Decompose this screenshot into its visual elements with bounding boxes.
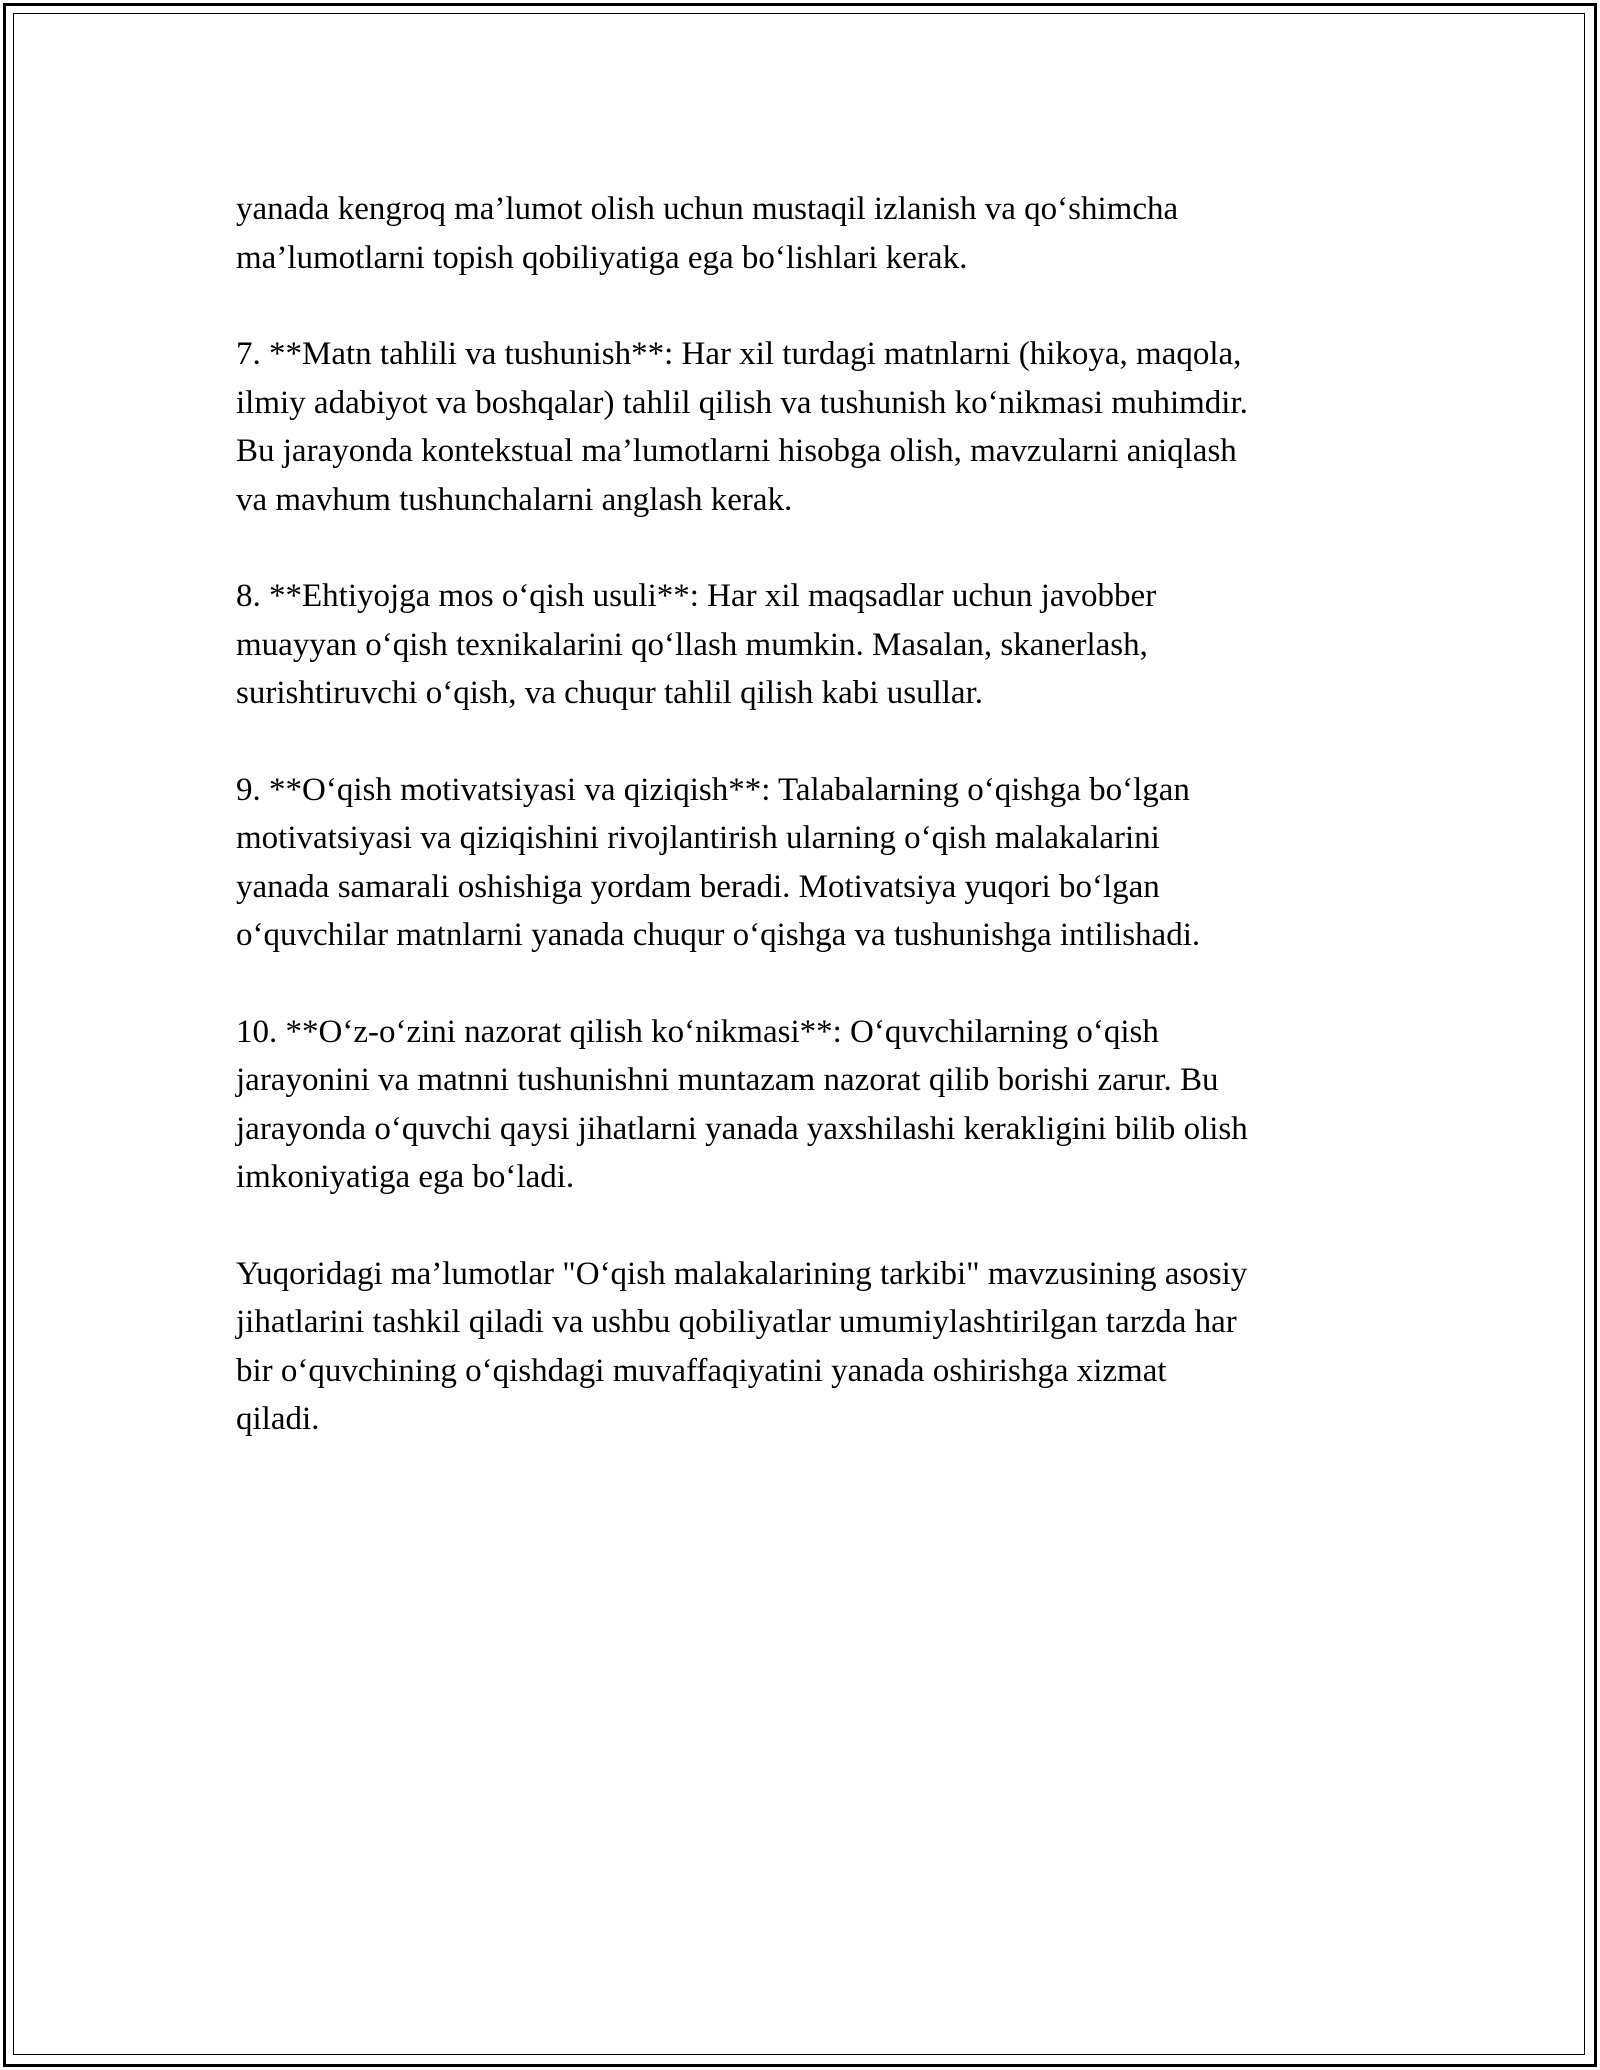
paragraph-item-7: 7. **Matn tahlili va tushunish**: Har xil turdagi matnlarni (hikoya, maqola, ilmiy adabiyot va boshqalar) tahlil qilish va tushunish ko‘nikmasi muhimdir. Bu jarayonda kontekstual ma’lumotlarni hisobga olish, mavzularni aniqlash va mavhum tushunchalarni anglash kerak.	[236, 336, 1248, 518]
paragraph-conclusion: Yuqoridagi ma’lumotlar "O‘qish malakalarining tarkibi" mavzusining asosiy jihatlarini tashkil qiladi va ushbu qobiliyatlar umumiylashtirilgan tarzda har bir o‘quvchining o‘qishdagi muvaffaqiyatini yanada oshirishga xizmat qiladi.	[236, 1255, 1248, 1437]
document-body	[236, 185, 1386, 1492]
paragraph-item-10: 10. **O‘z-o‘zini nazorat qilish ko‘nikmasi**: O‘quvchilarning o‘qish jarayonini va matnni tushunishni muntazam nazorat qilib borishi zarur. Bu jarayonda o‘quvchi qaysi jihatlarni yanada yaxshilashi kerakligini bilib olish imkoniyatiga ega bo‘ladi.	[236, 1013, 1248, 1195]
paragraph-item-8: 8. **Ehtiyojga mos o‘qish usuli**: Har xil maqsadlar uchun javobber muayyan o‘qish texnikalarini qo‘llash mumkin. Masalan, skanerlash, surishtiruvchi o‘qish, va chuqur tahlil qilish kabi usullar.	[236, 578, 1157, 711]
paragraph-continuation: yanada kengroq ma’lumot olish uchun mustaqil izlanish va qo‘shimcha ma’lumotlarni topish qobiliyatiga ega bo‘lishlari kerak.	[236, 191, 1179, 276]
paragraph-item-9: 9. **O‘qish motivatsiyasi va qiziqish**: Talabalarning o‘qishga bo‘lgan motivatsiyasi va qiziqishini rivojlantirish ularning o‘qish malakalarini yanada samarali oshishiga yordam beradi. Motivatsiya yuqori bo‘lgan o‘quvchilar matnlarni yanada chuqur o‘qishga va tushunishga intilishadi.	[236, 771, 1201, 953]
